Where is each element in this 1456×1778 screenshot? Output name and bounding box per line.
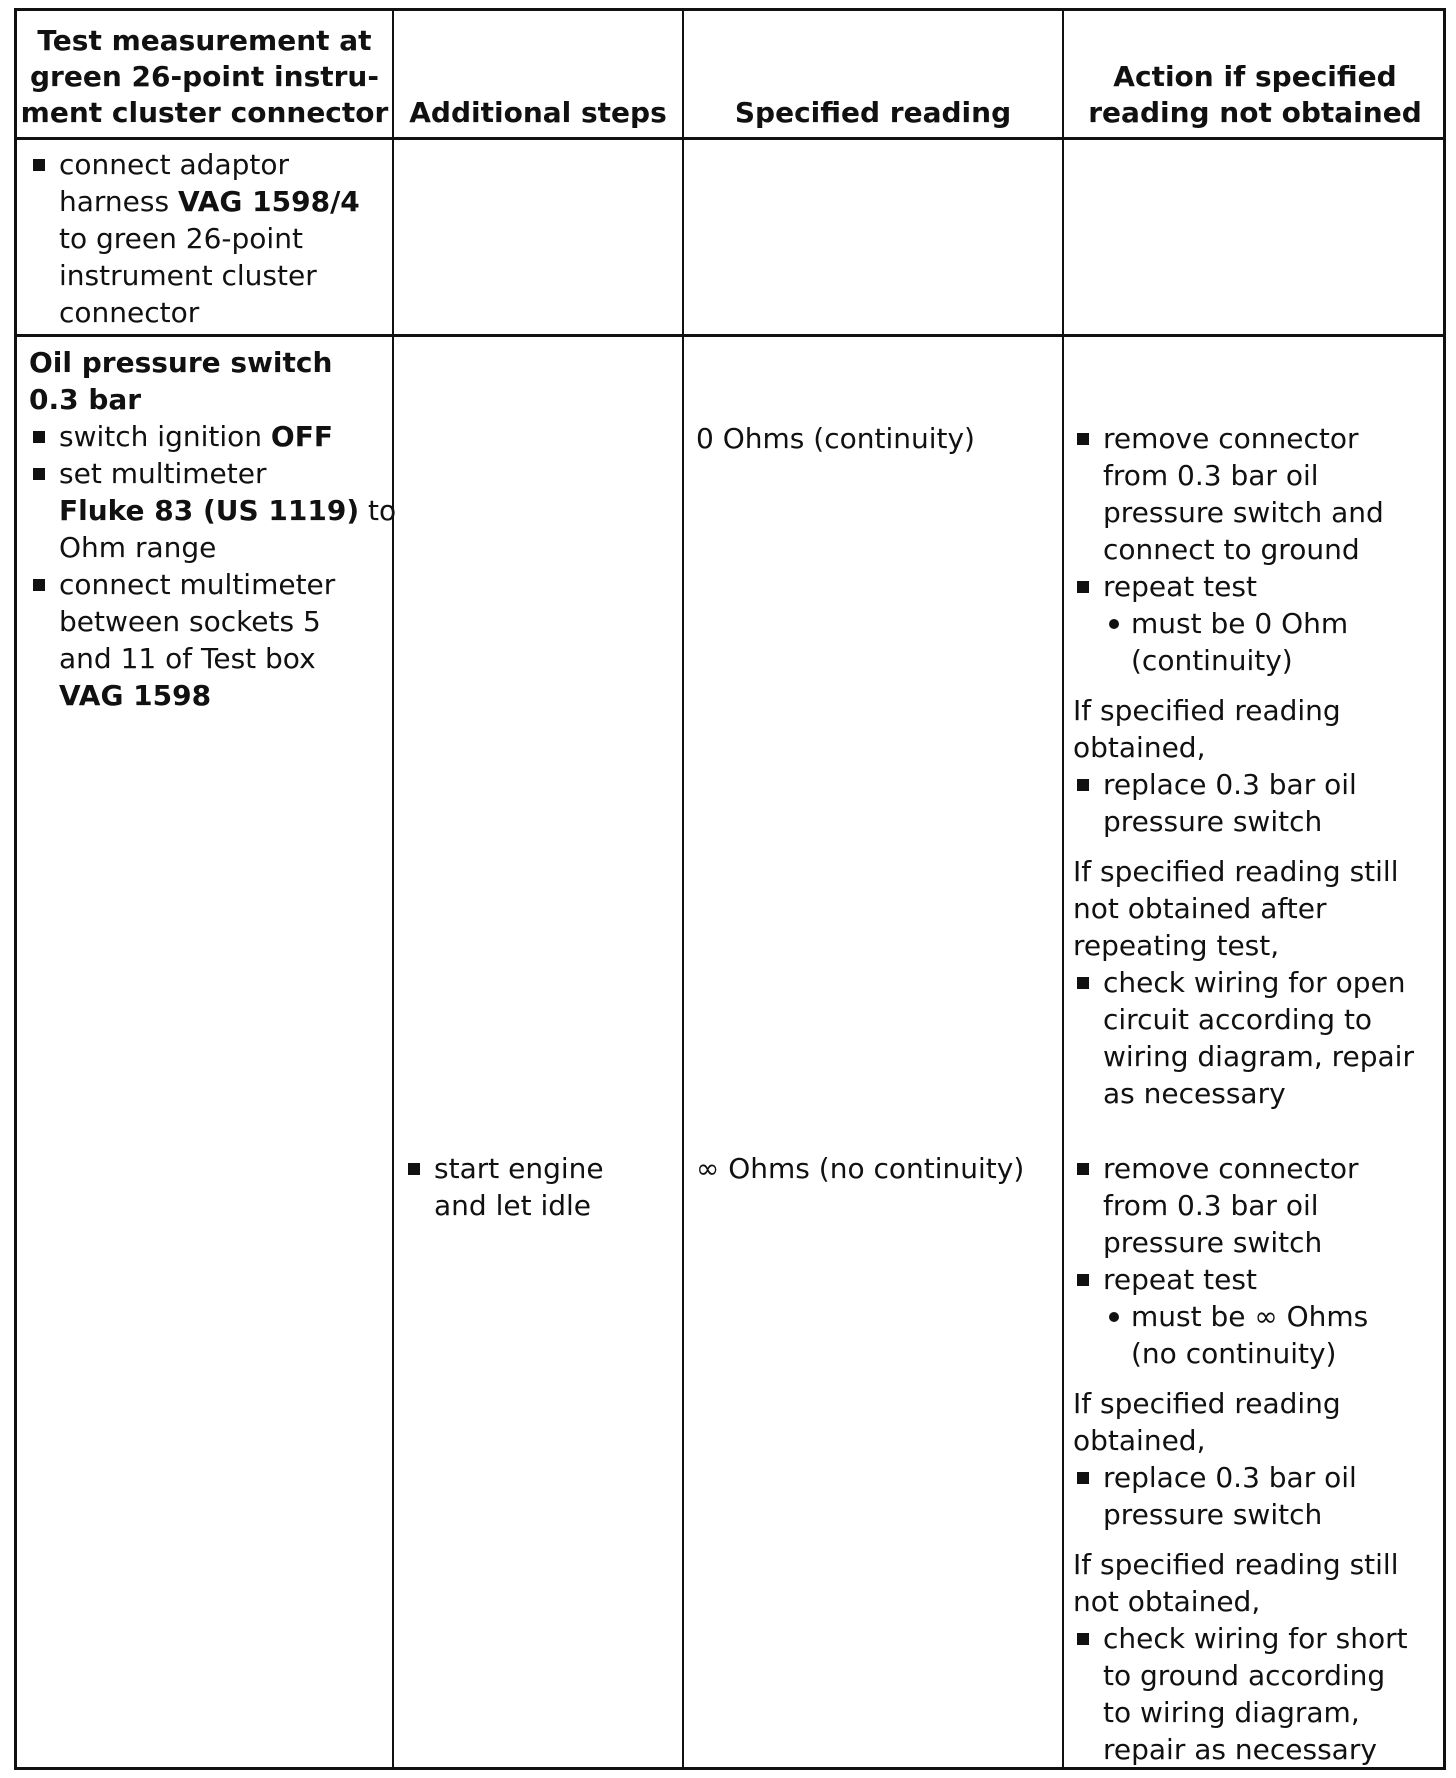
column-divider [1062, 11, 1064, 1767]
round-bullet-icon [1109, 619, 1119, 629]
list-item: remove connector from 0.3 bar oil pressure switch [1073, 1150, 1443, 1261]
condition-text: If specified reading still not obtained, [1073, 1548, 1399, 1618]
list-item: check wiring for short to ground according to wiring diagram, repair as necessary [1073, 1620, 1443, 1768]
list-item: repeat test [1073, 568, 1443, 605]
square-bullet-icon [1077, 1163, 1089, 1175]
list-item: check wiring for open circuit according to wiring diagram, repair as necessary [1073, 964, 1443, 1112]
list-item: set multimeter Fluke 83 (US 1119) to Ohm range [29, 455, 384, 566]
square-bullet-icon [1077, 977, 1089, 989]
square-bullet-icon [33, 468, 45, 480]
square-bullet-icon [33, 159, 45, 171]
square-bullet-icon [1077, 1633, 1089, 1645]
row-divider [17, 334, 1443, 337]
action-engine-idle [1073, 1150, 1443, 1768]
square-bullet-icon [1077, 1274, 1089, 1286]
header-test-measurement: Test measurement at green 26-point instru- ment cluster connector [20, 24, 389, 129]
reading-ignition-off: 0 Ohms (continuity) [696, 422, 975, 455]
list-item: remove connector from 0.3 bar oil pressure switch and connect to ground [1073, 420, 1443, 568]
header-specified-reading: Specified reading [734, 96, 1012, 129]
column-divider [682, 11, 684, 1767]
row1-test-measurement [29, 146, 384, 331]
square-bullet-icon [1077, 581, 1089, 593]
list-item: start engine and let idle [404, 1150, 684, 1224]
square-bullet-icon [1077, 1472, 1089, 1484]
row2-test-measurement: Oil pressure switch 0.3 bar switch ignition OFF set multimeter Fluke 83 (US 1119) to Ohm range connect multimeter between sockets 5 and 11 of Test box VAG 1598 [29, 346, 397, 712]
list-item: replace 0.3 bar oil pressure switch [1073, 766, 1443, 840]
action-ignition-off [1073, 420, 1443, 1112]
list-item: repeat test [1073, 1261, 1443, 1298]
square-bullet-icon [1077, 779, 1089, 791]
header-additional-steps: Additional steps [409, 96, 667, 129]
header-action: Action if specified reading not obtained [1088, 60, 1422, 129]
list-item: switch ignition OFF [29, 418, 384, 455]
additional-step-engine-idle [404, 1150, 684, 1224]
list-item: connect adaptor harness VAG 1598/4 to green 26-point instrument cluster connector [29, 146, 384, 331]
square-bullet-icon [1077, 433, 1089, 445]
list-item: connect multimeter between sockets 5 and 11 of Test box VAG 1598 [29, 566, 384, 714]
diagnostic-table [14, 8, 1446, 1770]
square-bullet-icon [408, 1163, 420, 1175]
list-item: must be ∞ Ohms (no continuity) [1073, 1298, 1443, 1372]
square-bullet-icon [33, 431, 45, 443]
list-item: must be 0 Ohm (continuity) [1073, 605, 1443, 679]
list-item: replace 0.3 bar oil pressure switch [1073, 1459, 1443, 1533]
round-bullet-icon [1109, 1312, 1119, 1322]
condition-text: If specified reading obtained, [1073, 694, 1341, 764]
reading-engine-idle: ∞ Ohms (no continuity) [696, 1152, 1025, 1185]
condition-text: If specified reading still not obtained after repeating test, [1073, 855, 1399, 962]
header-divider [17, 137, 1443, 140]
column-divider [392, 11, 394, 1767]
condition-text: If specified reading obtained, [1073, 1387, 1341, 1457]
square-bullet-icon [33, 579, 45, 591]
